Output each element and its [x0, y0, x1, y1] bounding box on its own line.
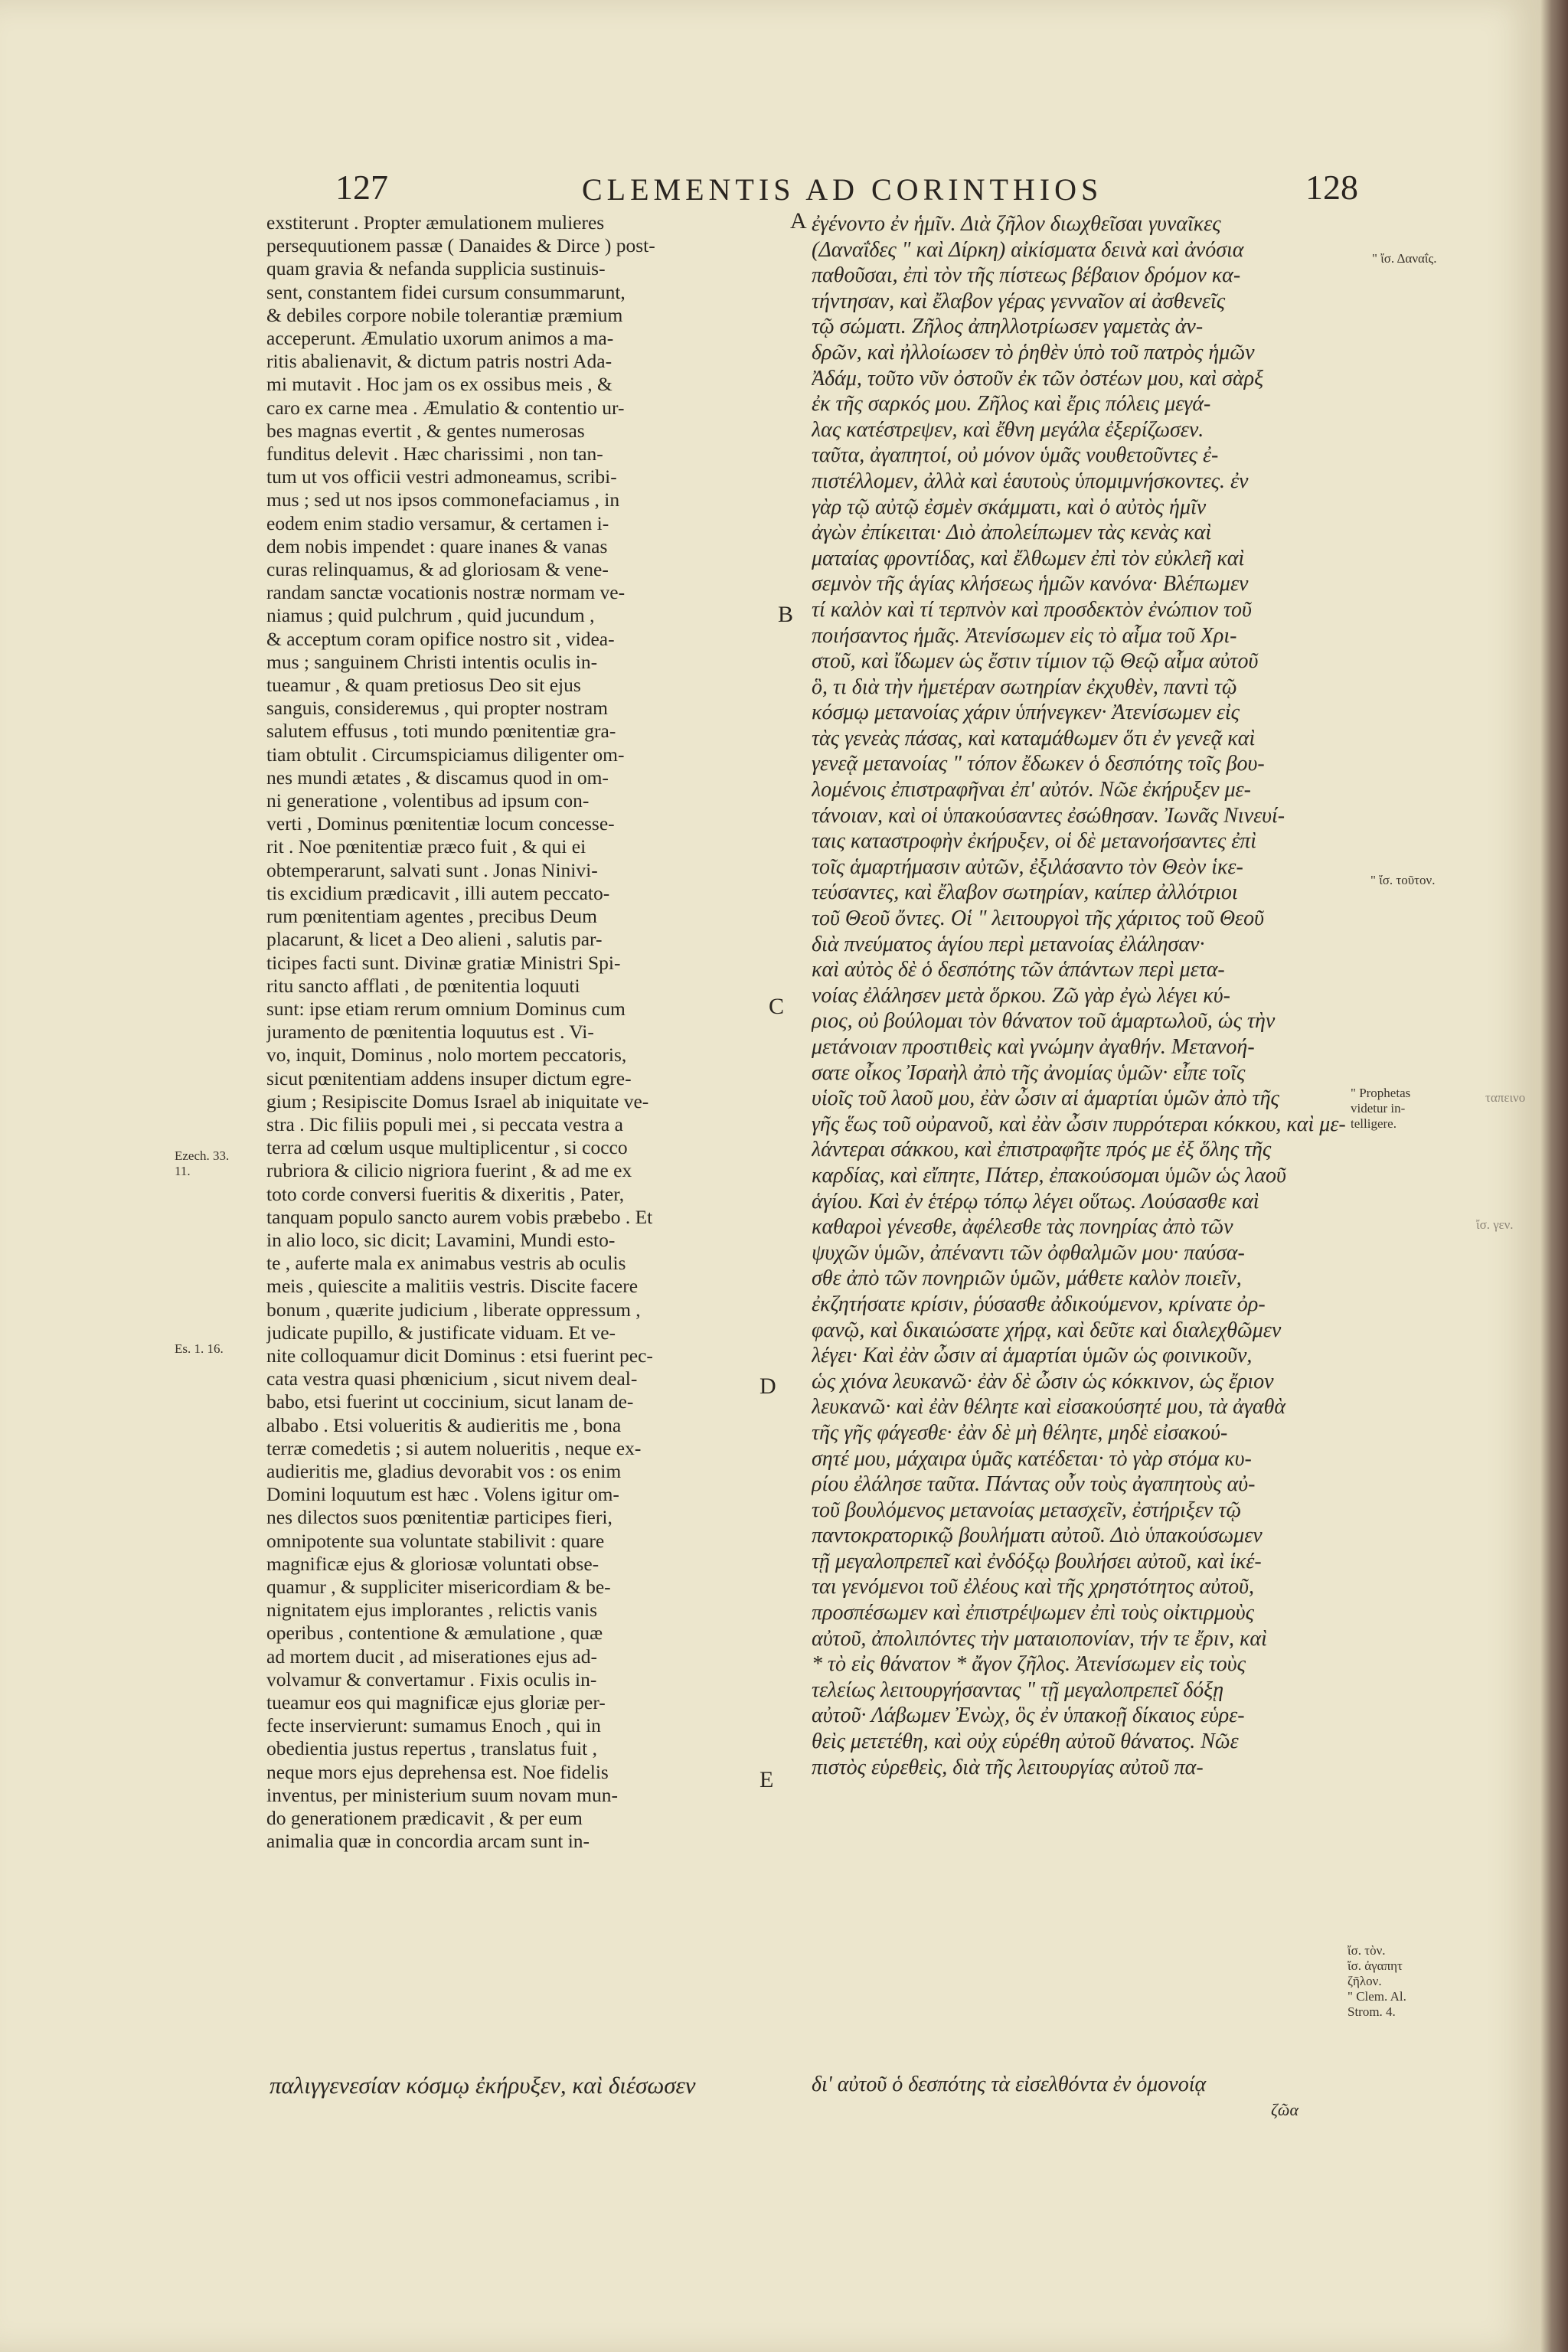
latin-text-line: volvamur & convertamur . Fixis oculis in-	[266, 1668, 597, 1690]
greek-text-line: τοῦ βουλόμενος μετανοίας μετασχεῖν, ἐστήριξεν τῷ	[812, 1498, 1242, 1522]
latin-text-line: & debiles corpore nobile tolerantiæ præmium	[266, 303, 623, 326]
greek-text-line: ταῦτα, ἀγαπητοί, οὐ μόνον ὑμᾶς νουθετοῦντες ἐ-	[812, 443, 1219, 468]
greek-text-line: ται γενόμενοι τοῦ ἐλέους καὶ τῆς χρηστότητος αὐτοῦ,	[812, 1575, 1254, 1599]
latin-text-line: sent, constantem fidei cursum consummarunt,	[266, 280, 626, 303]
latin-text-line: randam sanctæ vocationis nostræ normam ve-	[266, 581, 626, 604]
greek-column	[812, 211, 1363, 1780]
greek-text-line: σθε ἀπὸ τῶν πονηριῶν ὑμῶν, μάθετε καλὸν ποιεῖν,	[812, 1266, 1242, 1291]
greek-text-line: * τὸ εἰς θάνατον * ἄγον ζῆλος. Ἀτενίσωμεν εἰς τοὺς	[812, 1652, 1246, 1677]
latin-text-line: terræ comedetis ; si autem nolueritis , neque ex-	[266, 1436, 642, 1459]
greek-text-line: γὰρ τῷ αὐτῷ ἐσμὲν σκάμματι, καὶ ὁ αὐτὸς ἡμῖν	[812, 495, 1207, 519]
latin-text-line: mus ; sanguinem Christi intentis oculis in-	[266, 650, 598, 673]
margin-note-touton: " ἴσ. τοῦτον.	[1370, 873, 1436, 887]
latin-text-line: eodem enim stadio versamur, & certamen i-	[266, 511, 609, 534]
latin-text-line: in alio loco, sic dicit; Lavamini, Mundi esto-	[266, 1228, 616, 1251]
latin-text-line: nes mundi ætates , & discamus quod in om-	[266, 766, 609, 789]
latin-text-line: tanquam populo sancto aurem vobis præbebo . Et	[266, 1205, 653, 1228]
latin-text-line: ad mortem ducit , ad miserationes ejus ad-	[266, 1645, 597, 1668]
latin-text-line: ticipes facti sunt. Divinæ gratiæ Ministri Spi-	[266, 951, 621, 974]
greek-text-line: τοῖς ἁμαρτήμασιν αὐτῶν, ἐξιλάσαντο τὸν Θεὸν ἱκε-	[812, 854, 1243, 879]
margin-note-bleed-2: ἴσ. γεν.	[1476, 1217, 1514, 1232]
latin-text-line: rubriora & cilicio nigriora fuerint , & ad me ex	[266, 1159, 632, 1182]
greek-text-line: τῇ μεγαλοπρεπεῖ καὶ ἐνδόξῳ βουλήσει αὐτοῦ, καὶ ἱκέ-	[812, 1549, 1262, 1573]
greek-text-line: ψυχῶν ὑμῶν, ἀπέναντι τῶν ὀφθαλμῶν μου· παύσα-	[812, 1240, 1245, 1265]
page-number-left: 127	[335, 168, 388, 207]
greek-text-line: λέγει· Καὶ ἐὰν ὦσιν αἱ ἁμαρτίαι ὑμῶν ὡς φοινικοῦν,	[812, 1344, 1253, 1368]
latin-text-line: judicate pupillo, & justificate viduam. Et ve-	[266, 1321, 616, 1344]
greek-text-line: ματαίας φροντίδας, καὶ ἔλθωμεν ἐπὶ τὸν εὐκλεῆ καὶ	[812, 546, 1245, 570]
latin-text-line: fecte inservierunt: sumamus Enoch , qui in	[266, 1714, 601, 1737]
latin-text-line: dem nobis impendet : quare inanes & vanas	[266, 534, 608, 557]
latin-text-line: do generationem prædicavit , & per eum	[266, 1807, 583, 1830]
greek-text-line: τί καλὸν καὶ τί τερπνὸν καὶ προσδεκτὸν ἐνώπιον τοῦ	[812, 597, 1252, 622]
greek-text-line: ταις καταστροφὴν ἐκήρυξεν, οἱ δὲ μετανοήσαντες ἐπὶ	[812, 829, 1257, 854]
latin-text-line: verti , Dominus pœnitentiæ locum concesse-	[266, 812, 615, 835]
greek-text-line: θεὶς μετετέθη, καὶ οὐχ εὑρέθη αὐτοῦ θάνατος. Νῶε	[812, 1730, 1239, 1754]
greek-text-line: αὐτοῦ, ἀπολιπόντες τὴν ματαιοπονίαν, τήν τε ἔριν, καὶ	[812, 1626, 1267, 1651]
greek-footer-catchword: ζῶα	[1271, 2100, 1298, 2119]
latin-text-line: toto corde conversi fueritis & dixeritis , Pater,	[266, 1182, 625, 1205]
section-marker-a: A	[790, 208, 807, 234]
latin-text-line: neque mors ejus deprehensa est. Noe fidelis	[266, 1760, 609, 1783]
latin-text-line: persequutionem passæ ( Danaides & Dirce ) post-	[266, 234, 655, 257]
margin-note-bleed-1: ταπεινο	[1485, 1090, 1526, 1105]
greek-text-line: τήντησαν, καὶ ἔλαβον γέρας γενναῖον αἱ ἀσθενεῖς	[812, 289, 1226, 313]
latin-text-line: operibus , contentione & æmulatione , quæ	[266, 1622, 603, 1645]
latin-text-line: acceperunt. Æmulatio uxorum animos a ma-	[266, 327, 614, 350]
latin-text-line: nignitatem ejus implorantes , relictis vanis	[266, 1599, 597, 1622]
latin-text-line: nite colloquamur dicit Dominus : etsi fuerint pec-	[266, 1344, 653, 1367]
latin-text-line: albabo . Etsi volueritis & audieritis me , bona	[266, 1413, 622, 1436]
latin-text-line: vo, inquit, Dominus , nolo mortem peccatoris,	[266, 1044, 627, 1067]
latin-text-line: ritu sancto afflati , de pœnitentia loquuti	[266, 974, 580, 997]
latin-text-line: mi mutavit . Hoc jam os ex ossibus meis , &	[266, 373, 612, 396]
greek-text-line: ἐκ τῆς σαρκός μου. Ζῆλος καὶ ἔρις πόλεις μεγά-	[812, 392, 1211, 416]
latin-text-line: bonum , quærite judicium , liberate oppressum ,	[266, 1298, 641, 1321]
latin-text-line: funditus delevit . Hæc charissimi , non tan-	[266, 443, 603, 466]
latin-text-line: tum ut vos officii vestri admoneamus, scribi-	[266, 466, 617, 488]
latin-text-line: magnificæ ejus & gloriosæ voluntati obse-	[266, 1552, 599, 1575]
latin-text-line: juramento de pœnitentia loquutus est . Vi-	[266, 1021, 594, 1044]
greek-footer-line: δι' αὐτοῦ ὁ δεσπότης τὰ εἰσελθόντα ἐν ὁμονοίᾳ	[812, 2073, 1207, 2096]
page-edge	[1540, 0, 1568, 2352]
latin-text-line: placarunt, & licet a Deo alieni , salutis par-	[266, 928, 603, 951]
greek-text-line: ἀγὼν ἐπίκειται· Διὸ ἀπολείπωμεν τὰς κενὰς καὶ	[812, 521, 1212, 545]
greek-text-line: στοῦ, καὶ ἴδωμεν ὡς ἔστιν τίμιον τῷ Θεῷ αἷμα αὐτοῦ	[812, 649, 1259, 674]
latin-footer-line: παλιγγενεσίαν κόσμῳ ἐκήρυξεν, καὶ διέσωσεν	[270, 2072, 696, 2099]
section-marker-e: E	[760, 1767, 774, 1792]
greek-text-line: ἐκζητήσατε κρίσιν, ῥύσασθε ἀδικούμενον, κρίνατε ὀρ-	[812, 1292, 1266, 1316]
greek-text-line: τελείως λειτουργήσαντας " τῇ μεγαλοπρεπεῖ δόξῃ	[812, 1677, 1224, 1702]
greek-text-line: προσπέσωμεν καὶ ἐπιστρέψωμεν ἐπὶ τοὺς οἰκτιρμοὺς	[812, 1601, 1254, 1625]
greek-text-line: ὃ, τι διὰ τὴν ἡμετέραν σωτηρίαν ἐκχυθὲν, παντὶ τῷ	[812, 675, 1237, 699]
greek-text-line: φανῷ, καὶ δικαιώσατε χήρᾳ, καὶ δεῦτε καὶ διαλεχθῶμεν	[812, 1318, 1282, 1342]
greek-text-line: λομένοις ἐπιστραφῆναι ἐπ' αὐτόν. Νῶε ἐκήρυξεν με-	[812, 778, 1251, 802]
latin-text-line: sunt: ipse etiam rerum omnium Dominus cum	[266, 997, 626, 1020]
greek-text-line: τεύσαντες, καὶ ἔλαβον σωτηρίαν, καίπερ ἀλλότριοι	[812, 880, 1238, 905]
latin-text-line: inventus, per ministerium suum novam mun-	[266, 1783, 618, 1806]
greek-text-line: τὰς γενεὰς πάσας, καὶ καταμάθωμεν ὅτι ἐν γενεᾷ καὶ	[812, 726, 1256, 750]
greek-text-line: καὶ αὐτὸς δὲ ὁ δεσπότης τῶν ἁπάντων περὶ μετα-	[812, 958, 1225, 982]
greek-text-line: καθαροὶ γένεσθε, ἀφέλεσθε τὰς πονηρίας ἀπὸ τῶν	[812, 1215, 1233, 1240]
greek-text-line: υἱοῖς τοῦ λαοῦ μου, ἐὰν ὦσιν αἱ ἁμαρτίαι ὑμῶν ἀπὸ τῆς	[812, 1086, 1279, 1111]
latin-text-line: quam gravia & nefanda supplicia sustinuis-	[266, 257, 606, 280]
greek-text-line: παθοῦσαι, ἐπὶ τὸν τῆς πίστεως βέβαιον δρόμον κα-	[812, 263, 1241, 288]
latin-text-line: rum pœnitentiam agentes , precibus Deum	[266, 905, 597, 928]
greek-text-line: ἐγένοντο ἐν ἡμῖν. Διὰ ζῆλον διωχθεῖσαι γυναῖκες	[812, 212, 1221, 236]
greek-text-line: πιστὸς εὑρεθεὶς, διὰ τῆς λειτουργίας αὐτοῦ πα-	[812, 1755, 1204, 1779]
section-marker-d: D	[760, 1374, 776, 1399]
greek-text-line: ἁγίου. Καὶ ἐν ἑτέρῳ τόπῳ λέγει οὕτως. Λούσασθε καὶ	[812, 1189, 1259, 1214]
greek-text-line: νοίας ἐλάλησεν μετὰ ὅρκου. Ζῶ γὰρ ἐγὼ λέγει κύ-	[812, 983, 1230, 1008]
latin-text-line: quamur , & suppliciter misericordiam & be-	[266, 1575, 611, 1598]
latin-text-line: niamus ; quid pulchrum , quid jucundum ,	[266, 604, 595, 627]
latin-text-line: ritis abalienavit, & dictum patris nostri Ada-	[266, 350, 612, 373]
latin-text-line: caro ex carne mea . Æmulatio & contentio ur-	[266, 396, 625, 419]
latin-text-line: meis , quiescite a malitiis vestris. Discite facere	[266, 1275, 639, 1298]
greek-text-line: πιστέλλομεν, ἀλλὰ καὶ ἑαυτοὺς ὑπομιμνήσκοντες. ἐν	[812, 469, 1249, 493]
greek-text-line: λας κατέστρεψεν, καὶ ἔθνη μεγάλα ἐξερίζωσεν.	[812, 417, 1204, 442]
greek-text-line: μετάνοιαν προστιθεὶς καὶ γνώμην ἀγαθήν. Μετανοή-	[812, 1035, 1255, 1059]
latin-text-line: babo, etsi fuerint ut coccinium, sicut lanam de-	[266, 1390, 634, 1413]
section-marker-c: C	[769, 994, 785, 1019]
greek-text-line: διὰ πνεύματος ἁγίου περὶ μετανοίας ἐλάλησαν·	[812, 932, 1205, 956]
latin-text-line: & acceptum coram opifice nostro sit , videa-	[266, 627, 615, 650]
margin-note-danaides: " ἴσ. Δαναΐς.	[1372, 251, 1437, 266]
greek-text-line: σητέ μου, μάχαιρα ὑμᾶς κατέδεται· τὸ γὰρ στόμα κυ-	[812, 1446, 1252, 1471]
latin-text-line: obedientia justus repertus , translatus fuit ,	[266, 1737, 597, 1760]
margin-note-esa: Es. 1. 16.	[175, 1341, 224, 1356]
latin-text-line: Domini loquutum est hæc . Volens igitur om-	[266, 1483, 619, 1506]
greek-text-line: αὐτοῦ· Λάβωμεν Ἐνὼχ, ὃς ἐν ὑπακοῇ δίκαιος εὑρε-	[812, 1704, 1245, 1728]
greek-text-line: τοῦ Θεοῦ ὄντες. Οἱ " λειτουργοὶ τῆς χάριτος τοῦ Θεοῦ	[812, 906, 1264, 931]
greek-text-line: κόσμῳ μετανοίας χάριν ὑπήνεγκεν· Ἀτενίσωμεν εἰς	[812, 701, 1240, 725]
latin-text-line: ni generatione , volentibus ad ipsum con-	[266, 789, 590, 812]
latin-text-line: obtemperarunt, salvati sunt . Jonas Ninivi-	[266, 858, 598, 881]
latin-text-line: audieritis me, gladius devorabit vos : os enim	[266, 1459, 622, 1482]
latin-text-line: sanguis, considerемus , qui propter nostram	[266, 697, 609, 720]
greek-footer	[812, 2072, 1363, 2122]
latin-text-line: te , auferte mala ex animabus vestris ab oculis	[266, 1252, 626, 1275]
latin-text-line: sicut pœnitentiam addens insuper dictum egre-	[266, 1067, 632, 1089]
latin-text-line: tis excidium prædicavit , illi autem peccato-	[266, 881, 610, 904]
latin-text-line: nes dilectos suos pœnitentiæ participes fieri,	[266, 1506, 612, 1529]
greek-text-line: καρδίας, καὶ εἴπητε, Πάτερ, ἐπακούσομαι ὑμῶν ὡς λαοῦ	[812, 1163, 1286, 1187]
greek-text-line: Ἀδάμ, τοῦτο νῦν ὀστοῦν ἐκ τῶν ὀστέων μου, καὶ σὰρξ	[812, 366, 1264, 390]
greek-text-line: ριος, οὐ βούλομαι τὸν θάνατον τοῦ ἁμαρτωλοῦ, ὡς τὴν	[812, 1009, 1276, 1034]
greek-text-line: τῆς γῆς φάγεσθε· ἐὰν δὲ μὴ θέλητε, μηδὲ εἰσακού-	[812, 1420, 1228, 1445]
greek-text-line: γενεᾷ μετανοίας " τόπον ἔδωκεν ὁ δεσπότης τοῖς βου-	[812, 752, 1265, 776]
latin-text-line: cata vestra quasi phœnicium , sicut nivem deal-	[266, 1367, 638, 1390]
section-marker-b: B	[778, 602, 794, 627]
greek-text-line: ρίου ἐλάλησε ταῦτα. Πάντας οὖν τοὺς ἀγαπητοὺς αὐ-	[812, 1472, 1256, 1497]
margin-note-prophetas: " Prophetas videtur in- telligere.	[1351, 1086, 1411, 1131]
greek-text-line: τάνοιαν, καὶ οἱ ὑπακούσαντες ἐσώθησαν. Ἰωνᾶς Νινευί-	[812, 803, 1285, 828]
greek-text-line: δρῶν, καὶ ἠλλοίωσεν τὸ ῥηθὲν ὑπὸ τοῦ πατρὸς ἡμῶν	[812, 340, 1255, 364]
greek-text-line: λευκανῶ· καὶ ἐὰν θέλητε καὶ εἰσακούσητέ μου, τὰ ἀγαθὰ	[812, 1395, 1286, 1419]
greek-text-line: γῆς ἕως τοῦ οὐρανοῦ, καὶ ἐὰν ὦσιν πυρρότεραι κόκκου, καὶ με-	[812, 1112, 1346, 1136]
latin-text-line: curas relinquamus, & ad gloriosam & vene-	[266, 558, 609, 581]
latin-text-line: salutem effusus , toti mundo pœnitentiæ gra-	[266, 720, 616, 743]
greek-text-line: ὡς χιόνα λευκανῶ· ἐὰν δὲ ὦσιν ὡς κόκκινον, ὡς ἔριον	[812, 1369, 1274, 1393]
running-title: CLEMENTIS AD CORINTHIOS	[582, 172, 1103, 207]
greek-text-line: σατε οἶκος Ἰσραὴλ ἀπὸ τῆς ἀνομίας ὑμῶν· εἶπε τοῖς	[812, 1060, 1246, 1085]
latin-text-line: terra ad cœlum usque multiplicentur , si cocco	[266, 1136, 628, 1159]
greek-text-line: λάντεραι σάκκου, καὶ ἐπιστραφῆτε πρός με ἐξ ὅλης τῆς	[812, 1138, 1272, 1162]
greek-text-line: (Δαναΐδες " καὶ Δίρκη) αἰκίσματα δεινὰ καὶ ἀνόσια	[812, 237, 1244, 262]
latin-text-line: rit . Noe pœnitentiæ præco fuit , & qui ei	[266, 835, 586, 858]
latin-text-line: tueamur eos qui magnificæ ejus gloriæ per-	[266, 1691, 606, 1713]
margin-note-clem: ἴσ. τὸν. ἴσ. ἀγαπητ ζῆλον. " Clem. Al. Strom. 4.	[1348, 1943, 1406, 2019]
margin-note-ezech: Ezech. 33. 11.	[175, 1148, 230, 1178]
latin-text-line: animalia quæ in concordia arcam sunt in-	[266, 1830, 590, 1853]
greek-text-line: τῷ σώματι. Ζῆλος ἀπηλλοτρίωσεν γαμετὰς ἀν-	[812, 315, 1204, 339]
latin-text-line: tueamur , & quam pretiosus Deo sit ejus	[266, 674, 581, 697]
greek-text-line: ποιήσαντος ἡμᾶς. Ἀτενίσωμεν εἰς τὸ αἷμα τοῦ Χρι-	[812, 623, 1237, 648]
latin-column	[266, 211, 779, 1853]
greek-text-line: σεμνὸν τῆς ἁγίας κλήσεως ἡμῶν κανόνα· Βλέπωμεν	[812, 572, 1249, 596]
latin-text-line: stra . Dic filiis populi mei , si peccata vestra a	[266, 1112, 623, 1135]
latin-text-line: mus ; sed ut nos ipsos commonefaciamus , in	[266, 488, 620, 511]
latin-text-line: bes magnas evertit , & gentes numerosas	[266, 419, 585, 442]
latin-text-line: gium ; Resipiscite Domus Israel ab iniquitate ve-	[266, 1089, 649, 1112]
page-number-right: 128	[1305, 168, 1358, 207]
greek-text-line: παντοκρατορικῷ βουλήματι αὐτοῦ. Διὸ ὑπακούσωμεν	[812, 1524, 1263, 1548]
latin-text-line: exstiterunt . Propter æmulationem mulieres	[266, 211, 605, 234]
latin-text-line: tiam obtulit . Circumspiciamus diligenter om-	[266, 743, 625, 766]
latin-text-line: omnipotente sua voluntate stabilivit : quare	[266, 1529, 605, 1552]
